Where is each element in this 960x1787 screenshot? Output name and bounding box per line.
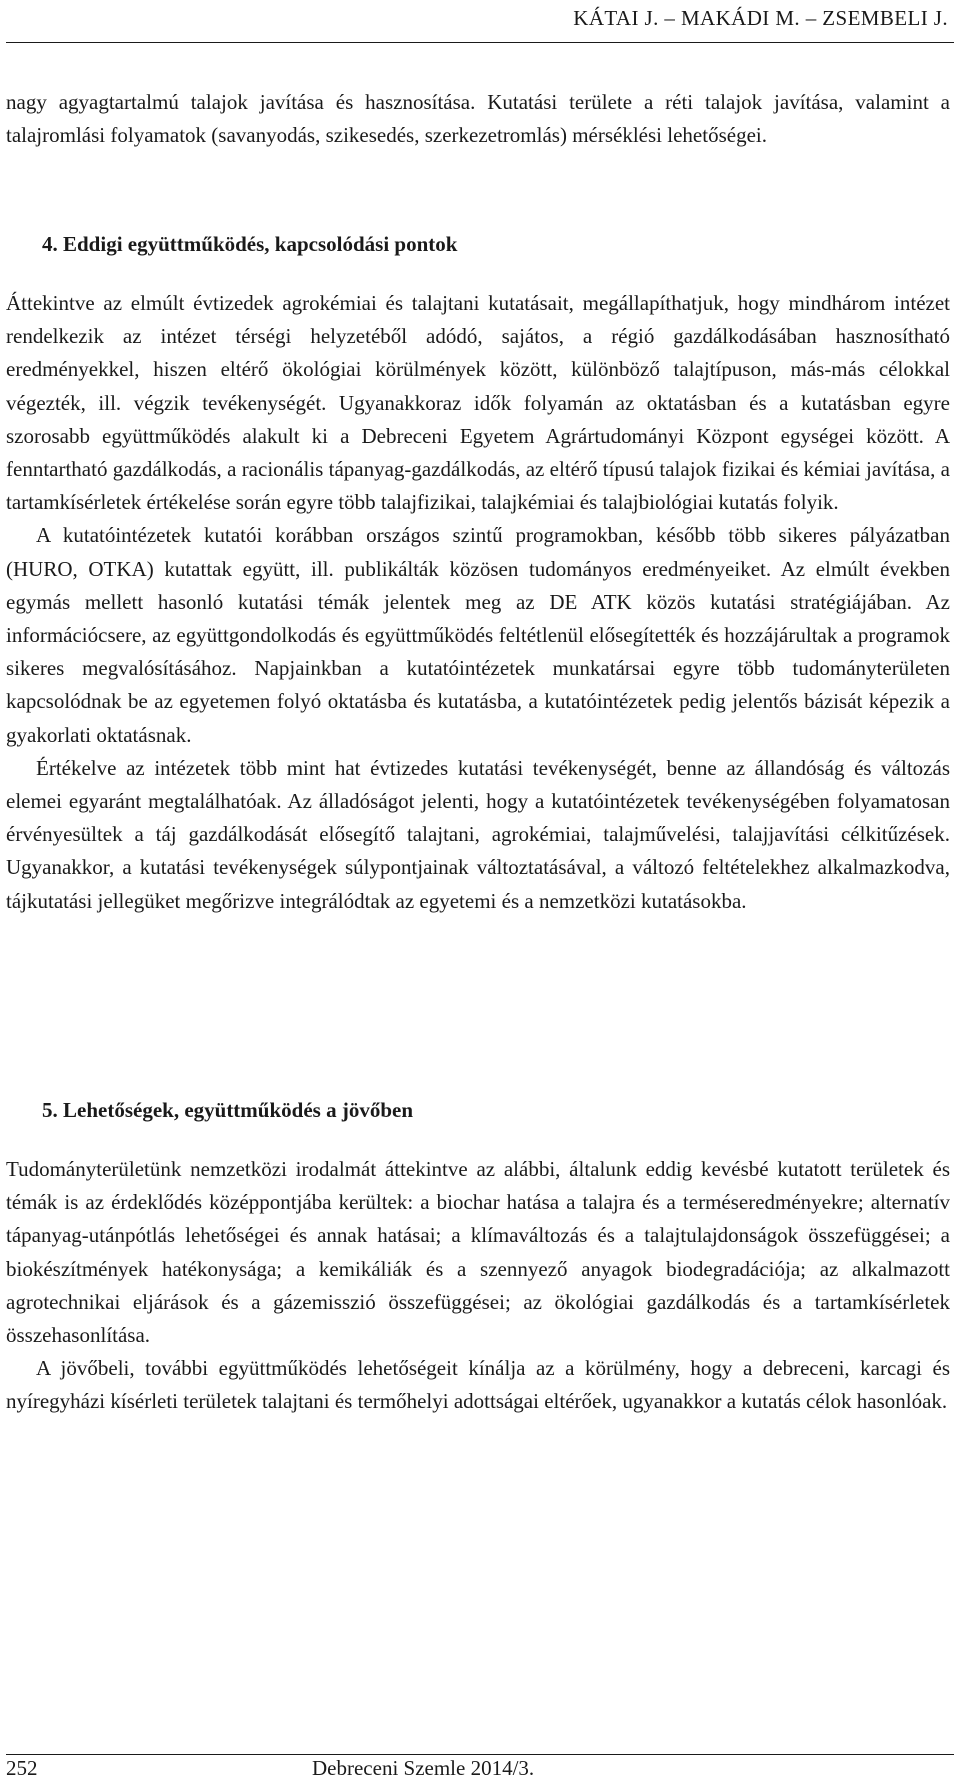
section-4-paragraph-3: Értékelve az intézetek több mint hat évtizedes kutatási tevékenységét, benne az állandóság és változás elemei egyaránt megtalálhatóak. Az álladóságot jelenti, hogy a kutatóintézetek tevékenységében folyamatosan érvényesültek a táj gazdálkodását elősegítő talajtani, agrokémiai, talajművelési, talajjavítási célkitűzések. Ugyanakkor, a kutatási tevékenységek súlypontjainak változtatásával, a változó feltételekhez alkalmazkodva, tájkutatási jellegüket megőrizve integrálódtak az egyetemi és a nemzetközi kutatásokba.: [6, 755, 950, 913]
section-4-paragraph-1: Áttekintve az elmúlt évtizedek agrokémiai és talajtani kutatásait, megállapíthatjuk, hogy mindhárom intézet rendelkezik az intézet térségi helyzetéből adódó, sajátos, a régió gazdálkodásában hasznosítható eredményekkel, hiszen eltérő ökológiai körülmények között, különböző talajtípuson, más-más célokkal végezték, ill. végzik tevékenységét. Ugyanakkoraz idők folyamán az oktatásban és a kutatásban egyre szorosabb együttműködés alakult ki a Debreceni Egyetem Agrártudományi Központ egységei között. A fenntartható gazdálkodás, a racionális tápanyag-gazdálkodás, az eltérő típusú talajok fizikai és kémiai javítása, a tartamkísérletek értékelése során egyre több talajfizikai, talajkémiai és talajbiológiai kutatás folyik.: [6, 291, 950, 515]
footer-rule: [6, 1754, 954, 1755]
running-header: KÁTAI J. – MAKÁDI M. – ZSEMBELI J.: [573, 6, 948, 30]
intro-paragraph: nagy agyagtartalmú talajok javítása és hasznosítása. Kutatási területe a réti talajok javítása, valamint a talajromlási folyamatok (savanyodás, szikesedés, szerkezetromlás) mérséklési lehetőségei.: [6, 90, 950, 148]
intro-block: [6, 86, 950, 152]
section-5-body: [6, 1153, 950, 1419]
page-number: 252: [6, 1756, 38, 1780]
section-4-heading: 4. Eddigi együttműködés, kapcsolódási pontok: [42, 232, 458, 256]
header-rule: [6, 42, 954, 43]
section-5-paragraph-2: A jövőbeli, további együttműködés lehetőségeit kínálja az a körülmény, hogy a debreceni, karcagi és nyíregyházi kísérleti területek talajtani és termőhelyi adottságai eltérőek, ugyanakkor a kutatás célok hasonlóak.: [6, 1356, 950, 1414]
section-4-paragraph-2: A kutatóintézetek kutatói korábban országos szintű programokban, később több sikeres pályázatban (HURO, OTKA) kutattak együtt, ill. publikálták közösen tudományos eredményeiket. Az elmúlt években egymás mellett hasonló kutatási témák jelentek meg az DE ATK közös kutatási stratégiájában. Az információcsere, az együttgondolkodás és együttműködés feltétlenül elősegítették és hozzájárultak a programok sikeres megvalósításához. Napjainkban a kutatóintézetek munkatársai egyre több tudományterületen kapcsolódnak be az egyetemen folyó oktatásba és kutatásba, a kutatóintézetek pedig jelentős bázisát képezik a gyakorlati oktatásnak.: [6, 523, 950, 747]
journal-citation: Debreceni Szemle 2014/3.: [312, 1756, 535, 1780]
section-4-body: [6, 287, 950, 918]
section-5-paragraph-1: Tudományterületünk nemzetközi irodalmát áttekintve az alábbi, általunk eddig kevésbé kutatott területek és témák is az érdeklődés középpontjába kerültek: a biochar hatása a talajra és a terméseredményekre; alternatív tápanyag-utánpótlás lehetőségei és annak hatásai; a klímaváltozás és a talajtulajdonságok összefüggései; a biokészítmények hatékonysága; a kemikáliák és a szennyező anyagok biodegradációja; az alkalmazott agrotechnikai eljárások és a gázemisszió összefüggései; az ökológiai gazdálkodás és a tartamkísérletek összehasonlítása.: [6, 1157, 950, 1348]
section-5-heading: 5. Lehetőségek, együttműködés a jövőben: [42, 1098, 413, 1122]
